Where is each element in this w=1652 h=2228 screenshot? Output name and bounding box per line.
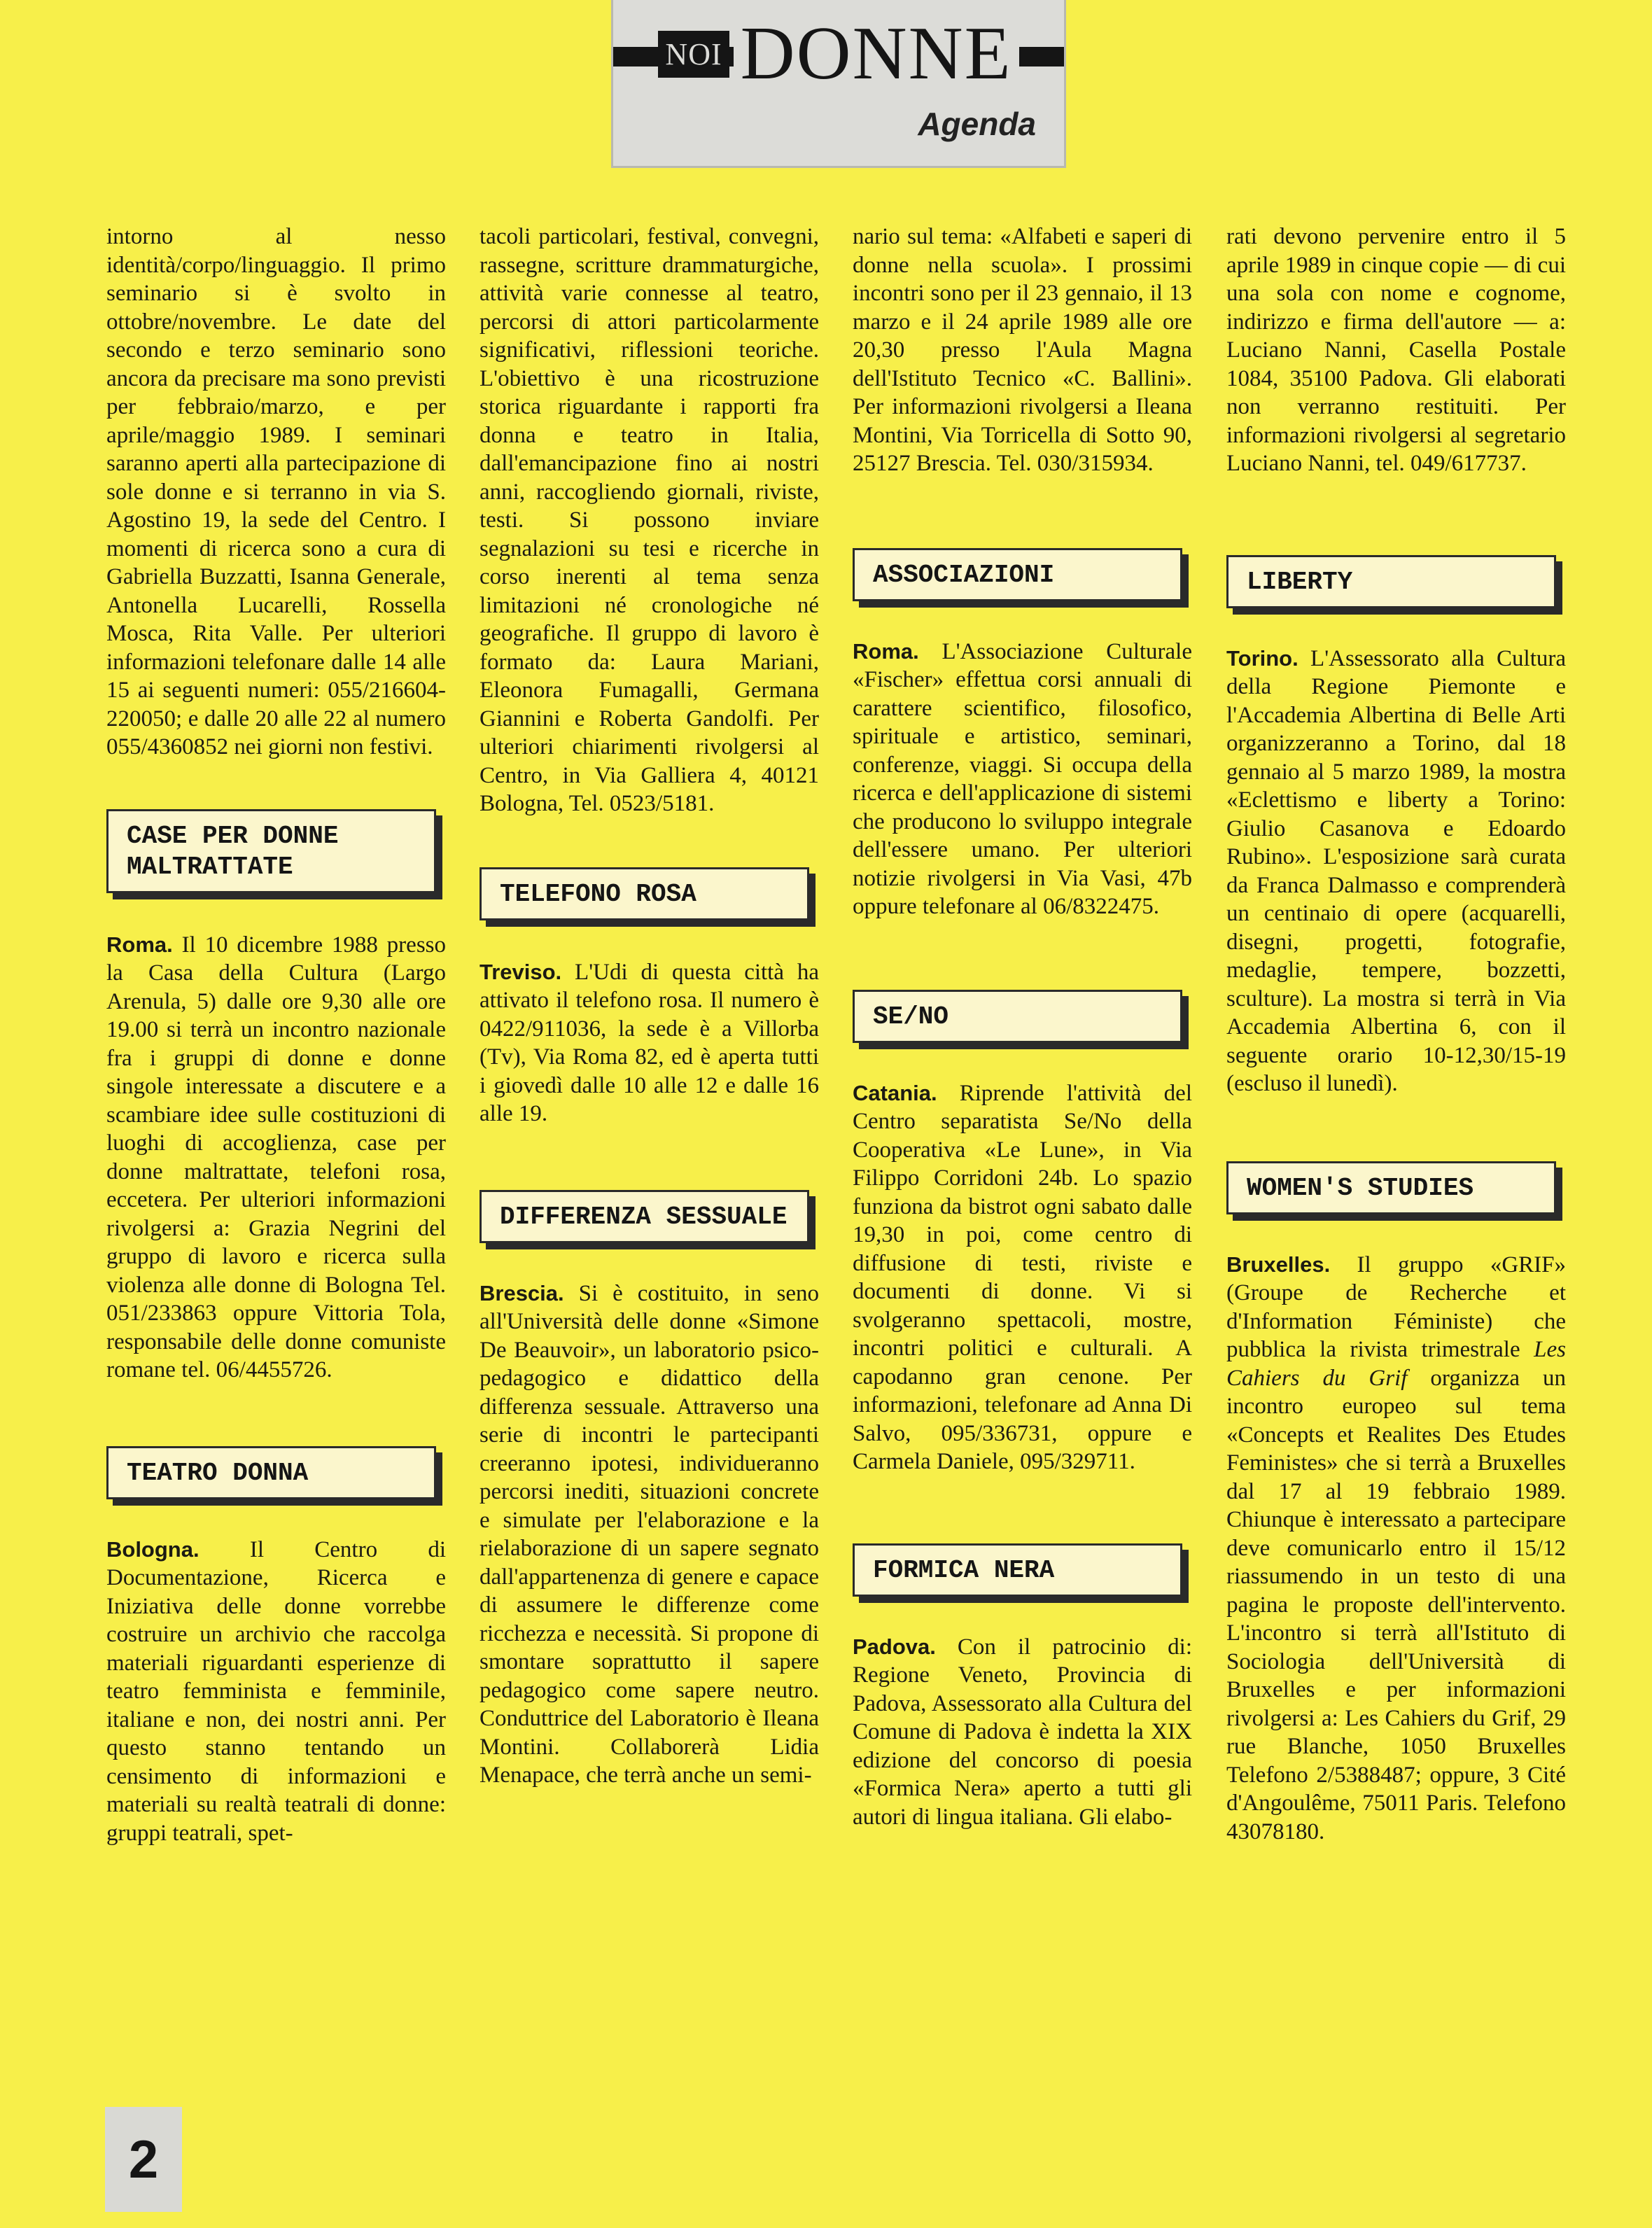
article-paragraph: Torino. L'Assessorato alla Cultura della Regione Piemonte e l'Accademia Albertina di Belle Arti organizzeranno a Torino, dal 18 gennaio al 5 marzo 1989, la mostra «Eclettismo e liberty a Torino: Giulio Casanova e Edoardo Rubino». L'esposizione sarà curata da Franca Dalmasso e comprenderà un centinaio di opere (acquarelli, disegni, progetti, fotografie, medaglie, tempere, bozzetti, sculture). La mostra si terrà in Via Accademia Albertina 6, con il seguente orario 10-12,30/15-19 (escluso il lunedì). (1226, 645, 1566, 1096)
city-label: Roma. (853, 638, 919, 664)
masthead (611, 0, 1066, 168)
article-paragraph: Bruxelles. Il gruppo «GRIF» (Groupe de Recherche et d'Information Féministe) che pubblica la rivista trimestrale Les Cahiers du Grif organizza un incontro europeo sul tema «Concepts et Realites Des Etudes Feministes» che si terrà a Bruxelles dal 17 al 19 febbraio 1989. Chiunque è interessato a partecipare deve comunicarlo entro il 15/12 riassumendo in un testo di una pagina le proposte dell'intervento. L'incontro si terrà all'Istituto di Sociologia dell'Università di Bruxelles e per informazioni rivolgersi a: Les Cahiers du Grif, 29 rue Blanche, 1050 Bruxelles Telefono 2/5388487; oppure, 3 Cité d'Angoulême, 75011 Paris. Telefono 43078180. (1226, 1252, 1566, 1844)
article-continuation: nario sul tema: «Alfabeti e saperi di donne nella scuola». I prossimi incontri sono per il 23 gennaio, il 13 marzo e il 24 aprile 1989 alle ore 20,30 presso l'Aula Magna dell'Istituto Tecnico «C. Ballini». Per informazioni rivolgersi a Ileana Montini, Via Torricella di Sotto 90, 25127 Brescia. Tel. 030/315934. (853, 224, 1192, 476)
article-paragraph: Catania. Riprende l'attività del Centro separatista Se/No della Cooperativa «Le Lune», in Via Filippo Corridoni 24b. Lo spazio funziona da bistrot ogni sabato dalle 19,30 in poi, come centro di diffusione di testi, riviste e documenti di donne. Vi si svolgeranno spettacoli, mostre, incontri politici e culturali. A capodanno gran cenone. Per informazioni, telefonare ad Anna Di Salvo, 095/336731, oppure e Carmela Daniele, 095/329711. (853, 1080, 1193, 1474)
column-4 (1226, 223, 1566, 1846)
city-label: Catania. (853, 1080, 937, 1105)
city-label: Brescia. (479, 1280, 564, 1305)
section-heading-differenza-sessuale: DIFFERENZA SESSUALE (479, 1190, 809, 1243)
article-continuation: rati devono pervenire entro il 5 aprile 1989 in cinque copie — di cui una sola con nome e cognome, indirizzo e firma dell'autore — a: Luciano Nanni, Casella Postale 1084, 35100 Padova. Gli elaborati non verranno restituiti. Per informazioni rivolgersi al segretario Luciano Nanni, tel. 049/617737. (1226, 224, 1566, 476)
section-heading-womens-studies: WOMEN'S STUDIES (1226, 1161, 1556, 1214)
section-heading-se-no: SE/NO (853, 990, 1182, 1043)
article-paragraph: Roma. L'Associazione Culturale «Fischer» effettua corsi annuali di carattere scientifico, filosofico, spirituale e artistico, seminari, conferenze, viaggi. Si occupa della ricerca e dell'applicazione di sistemi che producono lo sviluppo integrale dell'essere umano. Per ulteriori notizie rivolgersi in Via Vasi, 47b oppure telefonare al 06/8322475. (853, 638, 1192, 919)
city-label: Treviso. (479, 959, 562, 984)
city-label: Padova. (853, 1634, 936, 1659)
city-label: Torino. (1226, 645, 1298, 671)
city-label: Bologna. (106, 1536, 200, 1562)
section-heading-associazioni: ASSOCIAZIONI (853, 548, 1182, 601)
section-heading-formica-nera: FORMICA NERA (853, 1543, 1182, 1597)
logo-noi: NOI (658, 31, 729, 78)
column-1 (106, 223, 446, 1847)
city-label: Bruxelles. (1226, 1252, 1331, 1277)
article-paragraph: Treviso. L'Udi di questa città ha attivato il telefono rosa. Il numero è 0422/911036, la sede è a Villorba (Tv), Via Roma 82, ed è aperta tutti i giovedì dalle 10 alle 12 e dalle 16 alle 19. (479, 959, 819, 1126)
magazine-logo (613, 12, 1064, 95)
city-label: Roma. (106, 932, 173, 957)
article-continuation: tacoli particolari, festival, convegni, rassegne, scritture drammaturgiche, attività varie connesse al teatro, percorsi di attori particolarmente significativi, riflessioni teoriche. L'obiettivo è una ricostruzione storica riguardante i rapporti fra donna e teatro in Italia, dall'emancipazione fino ai nostri anni, raccogliendo giornali, riviste, testi. Si possono inviare segnalazioni su tesi e ricerche in corso inerenti al tema senza limitazioni né cronologiche né geografiche. Il gruppo di lavoro è formato da: Laura Mariani, Eleonora Fumagalli, Germana Giannini e Roberta Gandolfi. Per ulteriori chiarimenti rivolgersi al Centro, in Via Galliera 4, 40121 Bologna, Tel. 0523/5181. (479, 224, 819, 816)
section-heading-teatro-donna: TEATRO DONNA (106, 1446, 436, 1499)
article-paragraph: Padova. Con il patrocinio di: Regione Veneto, Provincia di Padova, Assessorato alla Cultura del Comune di Padova è indetta la XIX edizione del concorso di poesia «Formica Nera» aperto a tutti gli autori di lingua italiana. Gli elabo- (853, 1634, 1192, 1830)
column-2 (479, 223, 819, 1790)
page-number: 2 (105, 2107, 182, 2212)
section-heading-telefono-rosa: TELEFONO ROSA (479, 867, 809, 920)
section-heading-case-per-donne: CASE PER DONNE MALTRATTATE (106, 809, 436, 893)
column-3 (853, 223, 1192, 1831)
section-title: Agenda (918, 106, 1036, 142)
publication-title: Les Cahiers du Grif (1226, 1337, 1566, 1391)
article-paragraph: Bologna. Il Centro di Documentazione, Ricerca e Iniziativa delle donne vorrebbe costruire un archivio che raccolga materiali riguardanti esperienze di teatro femminista e femminile, italiane e non, dei nostri anni. Per questo stanno tentando un censimento di informazioni e materiali su realtà teatrali di donne: gruppi teatrali, spet- (106, 1536, 446, 1846)
article-continuation: intorno al nesso identità/corpo/linguaggio. Il primo seminario si è svolto in ottobre/novembre. Le date del secondo e terzo seminario sono ancora da precisare ma sono previsti per febbraio/marzo, e per aprile/maggio 1989. I seminari saranno aperti alla partecipazione di sole donne e si terranno in via S. Agostino 19, la sede del Centro. I momenti di ricerca sono a cura di Gabriella Buzzatti, Isanna Generale, Antonella Lucarelli, Rossella Mosca, Rita Valle. Per ulteriori informazioni telefonare dalle 14 alle 15 ai seguenti numeri: 055/216604-220050; e dalle 20 alle 22 al numero 055/4360852 nei giorni non festivi. (106, 224, 446, 759)
section-heading-liberty: LIBERTY (1226, 555, 1556, 608)
logo-donne: DONNE (734, 19, 1019, 89)
article-paragraph: Brescia. Si è costituito, in seno all'Università delle donne «Simone De Beauvoir», un laboratorio psico-pedagogico e didattico della differenza sessuale. Attraverso una serie di incontri le partecipanti creeranno ipotesi, individueranno percorsi inediti, situazioni concrete e simulate per l'elaborazione e la rielaborazione di un sapere segnato dall'appartenenza di genere e capace di assumere le differenze come ricchezza e necessità. Si propone di smontare soprattutto il sapere pedagogico come sapere neutro. Conduttrice del Laboratorio è Ileana Montini. Collaborerà Lidia Menapace, che terrà anche un semi- (479, 1280, 819, 1788)
article-paragraph: Roma. Il 10 dicembre 1988 presso la Casa della Cultura (Largo Arenula, 5) dalle ore 9,30 alle ore 19.00 si terrà un incontro nazionale fra i gruppi di donne e donne singole interessate a discutere e a scambiare idee sulle costituzioni di luoghi di accoglienza, case per donne maltrattate, telefoni rosa, eccetera. Per ulteriori informazioni rivolgersi a: Grazia Negrini del gruppo di lavoro e ricerca sulla violenza alle donne di Bologna Tel. 051/233863 oppure Vittoria Tola, responsabile delle donne comuniste romane tel. 06/4455726. (106, 932, 447, 1382)
